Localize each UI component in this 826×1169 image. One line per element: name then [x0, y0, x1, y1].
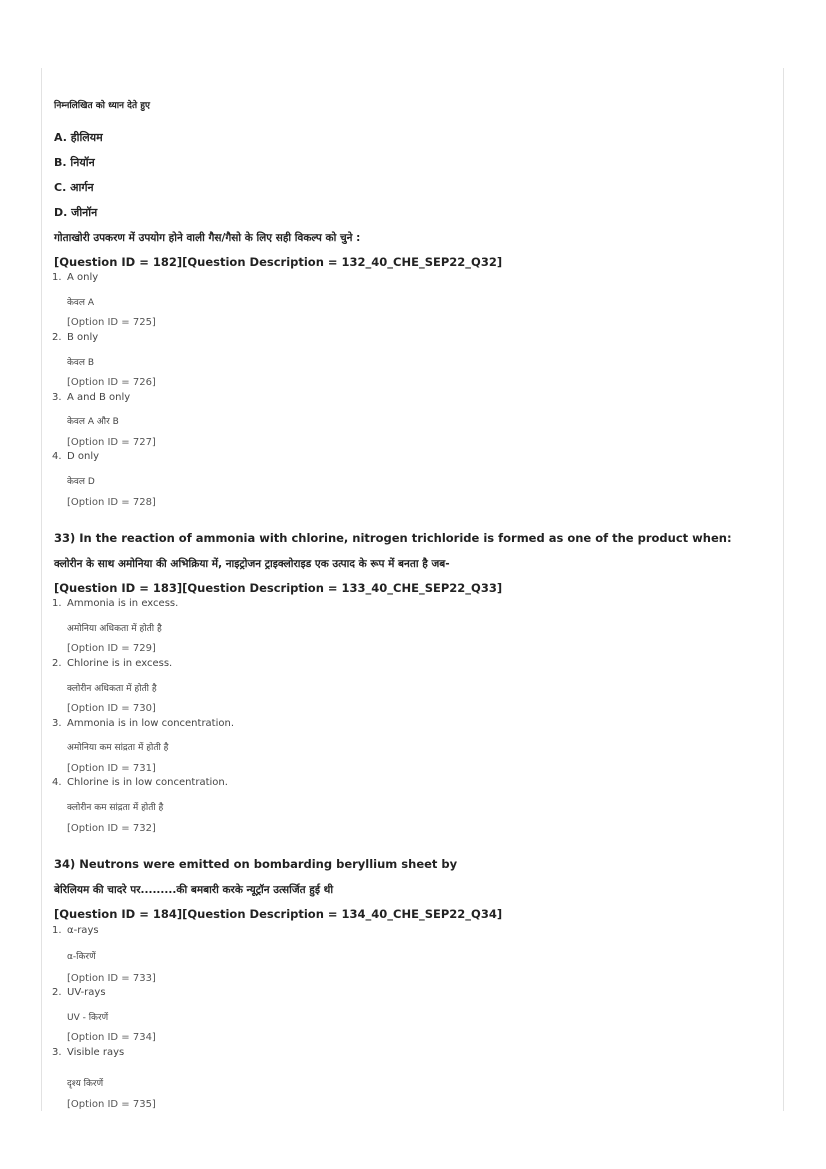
q33-title: 33) In the reaction of ammonia with chlorine, nitrogen trichloride is formed as one of the product when:	[54, 531, 732, 545]
q33-id-line: [Question ID = 183][Question Description = 133_40_CHE_SEP22_Q33]	[54, 581, 503, 595]
q32-option-3-hindi: केवल A और B	[67, 417, 119, 427]
q33-option-3-id: [Option ID = 731]	[67, 763, 156, 774]
q32-option-2-number: 2.	[52, 332, 62, 343]
q33-option-4-hindi: क्लोरीन कम सांद्रता में होती है	[67, 803, 164, 813]
q32-option-4-id: [Option ID = 728]	[67, 497, 156, 508]
q33-option-2-hindi: क्लोरीन अधिकता में होती है	[67, 684, 157, 694]
q32-option-2-id: [Option ID = 726]	[67, 377, 156, 388]
q32-option-2-hindi: केवल B	[67, 358, 95, 368]
q34-option-2-number: 2.	[52, 987, 62, 998]
q32-option-3-number: 3.	[52, 392, 62, 403]
q33-option-1-number: 1.	[52, 598, 62, 609]
q34-hindi-text: बेरिलियम की चादरे पर.........की बमबारी करके न्यूट्रॉन उत्सर्जित हुई थी	[54, 884, 334, 896]
q33-option-2-number: 2.	[52, 658, 62, 669]
statement-b: B. नियॉन	[54, 156, 95, 169]
q34-option-2-hindi: UV - किरणें	[67, 1013, 109, 1023]
q32-hindi-text: गोताखोरी उपकरण में उपयोग होने वाली गैस/गैसो के लिए सही विकल्प को चुने :	[54, 232, 361, 244]
q32-option-1-hindi: केवल A	[67, 298, 95, 308]
q34-option-1-id: [Option ID = 733]	[67, 973, 156, 984]
q33-option-4-text: Chlorine is in low concentration.	[67, 777, 228, 788]
q34-option-1-text: α-rays	[67, 925, 99, 936]
q33-option-1-id: [Option ID = 729]	[67, 643, 156, 654]
statement-a: A. हीलियम	[54, 131, 103, 144]
page-border-right	[783, 68, 784, 1111]
q33-hindi-text: क्लोरीन के साथ अमोनिया की अभिक्रिया में, नाइट्रोजन ट्राइक्लोराइड एक उत्पाद के रूप में बनता है जब-	[54, 558, 450, 570]
q32-option-1-id: [Option ID = 725]	[67, 317, 156, 328]
q32-id-line: [Question ID = 182][Question Description = 132_40_CHE_SEP22_Q32]	[54, 255, 503, 269]
q34-option-1-hindi: α-किरणें	[67, 952, 96, 962]
q34-title: 34) Neutrons were emitted on bombarding beryllium sheet by	[54, 857, 458, 871]
q33-option-2-id: [Option ID = 730]	[67, 703, 156, 714]
q33-option-2-text: Chlorine is in excess.	[67, 658, 173, 669]
q32-option-3-text: A and B only	[67, 392, 131, 403]
q34-option-2-id: [Option ID = 734]	[67, 1032, 156, 1043]
q34-option-2-text: UV-rays	[67, 987, 106, 998]
q34-option-3-hindi: दृश्य किरणें	[67, 1079, 104, 1089]
q34-option-3-text: Visible rays	[67, 1047, 125, 1058]
q33-option-3-hindi: अमोनिया कम सांद्रता में होती है	[67, 743, 169, 753]
statement-d: D. जीनॉन	[54, 206, 98, 219]
q32-option-4-text: D only	[67, 451, 100, 462]
q33-option-3-text: Ammonia is in low concentration.	[67, 718, 235, 729]
q33-option-1-text: Ammonia is in excess.	[67, 598, 179, 609]
q34-option-3-number: 3.	[52, 1047, 62, 1058]
q33-option-1-hindi: अमोनिया अधिकता में होती है	[67, 624, 162, 634]
q33-option-4-id: [Option ID = 732]	[67, 823, 156, 834]
q32-option-4-hindi: केवल D	[67, 477, 95, 487]
q32-option-3-id: [Option ID = 727]	[67, 437, 156, 448]
q32-option-1-number: 1.	[52, 272, 62, 283]
intro-line: निम्नलिखित को ध्यान देते हुए	[54, 101, 150, 111]
q33-option-4-number: 4.	[52, 777, 62, 788]
q32-option-4-number: 4.	[52, 451, 62, 462]
statement-c: C. आर्गन	[54, 181, 94, 194]
q34-option-1-number: 1.	[52, 925, 62, 936]
q34-id-line: [Question ID = 184][Question Description = 134_40_CHE_SEP22_Q34]	[54, 907, 503, 921]
q32-option-1-text: A only	[67, 272, 99, 283]
q33-option-3-number: 3.	[52, 718, 62, 729]
page-border-left	[41, 68, 42, 1111]
q32-option-2-text: B only	[67, 332, 99, 343]
q34-option-3-id: [Option ID = 735]	[67, 1099, 156, 1110]
